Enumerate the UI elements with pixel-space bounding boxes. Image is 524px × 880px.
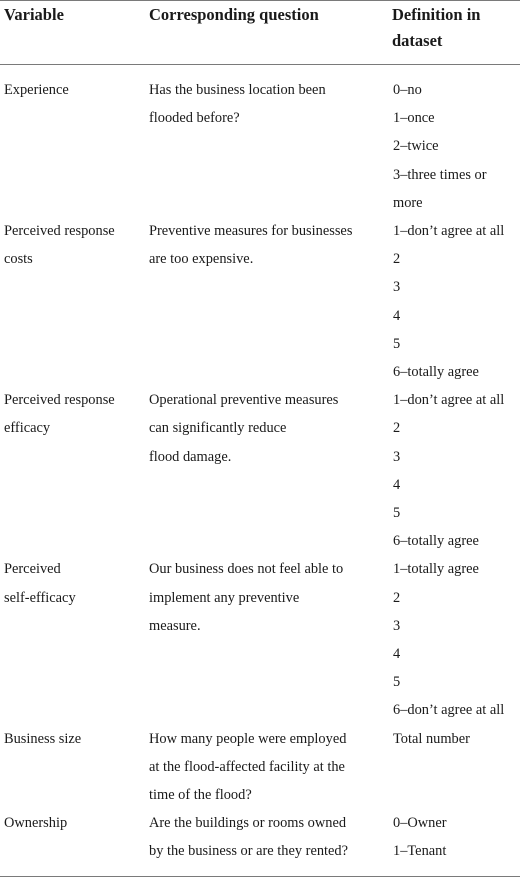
variable-line: Perceived: [4, 561, 61, 578]
variable-cell: [4, 555, 144, 611]
question-line: Our business does not feel able to: [149, 561, 344, 578]
definition-line: 5: [393, 505, 401, 521]
variable-line: Business size: [4, 730, 82, 747]
variable-line: Perceived response: [4, 223, 115, 239]
question-line: Operational preventive measures: [149, 392, 339, 409]
definition-line: 2: [393, 589, 401, 606]
definition-cell: [393, 76, 520, 217]
question-line: measure.: [149, 617, 201, 634]
variable-line: Ownership: [4, 815, 68, 832]
table-row: [0, 555, 520, 724]
question-line: time of the flood?: [149, 786, 252, 803]
definition-line: 1–don’t agree at all: [393, 223, 505, 239]
question-line: flood damage.: [149, 448, 232, 465]
question-line: are too expensive.: [149, 251, 254, 268]
table-body: [0, 76, 520, 866]
variable-cell: [4, 217, 144, 273]
header-bottom-rule: [0, 64, 520, 65]
table-row: [0, 386, 520, 555]
variable-line: Experience: [4, 82, 69, 98]
variable-line: self-efficacy: [4, 589, 76, 606]
definition-line: 2–twice: [393, 138, 439, 155]
variable-cell: [4, 809, 144, 837]
definition-line: 5: [393, 674, 401, 691]
definition-line: 3: [393, 279, 401, 296]
variable-line: efficacy: [4, 420, 51, 437]
definition-line: 6–totally agree: [393, 533, 479, 550]
header-definition: [392, 2, 518, 54]
definition-line: 0–Owner: [393, 815, 447, 832]
variable-cell: [4, 725, 144, 753]
table-top-rule: [0, 0, 520, 1]
table-row: [0, 217, 520, 386]
question-cell: [149, 386, 385, 471]
table-bottom-rule: [0, 876, 520, 877]
question-line: can significantly reduce: [149, 420, 287, 437]
definition-line: 5: [393, 335, 401, 352]
definition-line: 3: [393, 448, 401, 465]
question-cell: [149, 809, 385, 865]
question-line: How many people were employed: [149, 730, 347, 747]
question-line: Has the business location been: [149, 82, 326, 98]
definition-line: 6–don’t agree at all: [393, 702, 505, 719]
variable-cell: [4, 386, 144, 442]
definition-line: 2: [393, 420, 401, 437]
definition-line: 1–totally agree: [393, 561, 479, 578]
definition-line: 4: [393, 476, 401, 493]
variable-line: costs: [4, 251, 33, 268]
table-header: [0, 2, 520, 64]
definition-line: 1–don’t agree at all: [393, 392, 505, 409]
definition-cell: [393, 555, 520, 724]
question-line: Preventive measures for businesses: [149, 223, 353, 239]
question-cell: [149, 76, 385, 132]
question-line: Are the buildings or rooms owned: [149, 815, 347, 832]
variable-line: Perceived response: [4, 392, 115, 409]
header-corresponding-question: Corresponding question: [149, 5, 319, 24]
definition-line: 1–Tenant: [393, 843, 447, 860]
question-cell: [149, 555, 385, 640]
question-line: flooded before?: [149, 110, 240, 127]
definition-cell: [393, 725, 520, 753]
variable-cell: [4, 76, 144, 104]
definition-line: 0–no: [393, 82, 422, 98]
definition-cell: [393, 386, 520, 555]
table-row: [0, 725, 520, 810]
definition-line: 2: [393, 251, 401, 268]
question-line: at the flood-affected facility at the: [149, 758, 345, 775]
definition-line: 6–totally agree: [393, 364, 479, 381]
question-line: by the business or are they rented?: [149, 843, 349, 860]
definition-line: 3–three times or: [393, 166, 487, 183]
definition-cell: [393, 217, 520, 386]
definition-cell: [393, 809, 520, 865]
definition-line: more: [393, 194, 423, 211]
question-cell: [149, 725, 385, 810]
question-line: implement any preventive: [149, 589, 300, 606]
header-definition-line1: Definition in: [392, 5, 481, 24]
definition-line: 4: [393, 645, 401, 662]
question-cell: [149, 217, 385, 273]
definition-line: Total number: [393, 730, 470, 747]
table-row: [0, 809, 520, 865]
definition-line: 3: [393, 617, 401, 634]
definition-line: 4: [393, 307, 401, 324]
table-row: [0, 76, 520, 217]
header-definition-line2: dataset: [392, 31, 443, 50]
header-variable: Variable: [4, 5, 64, 24]
definition-line: 1–once: [393, 110, 435, 127]
